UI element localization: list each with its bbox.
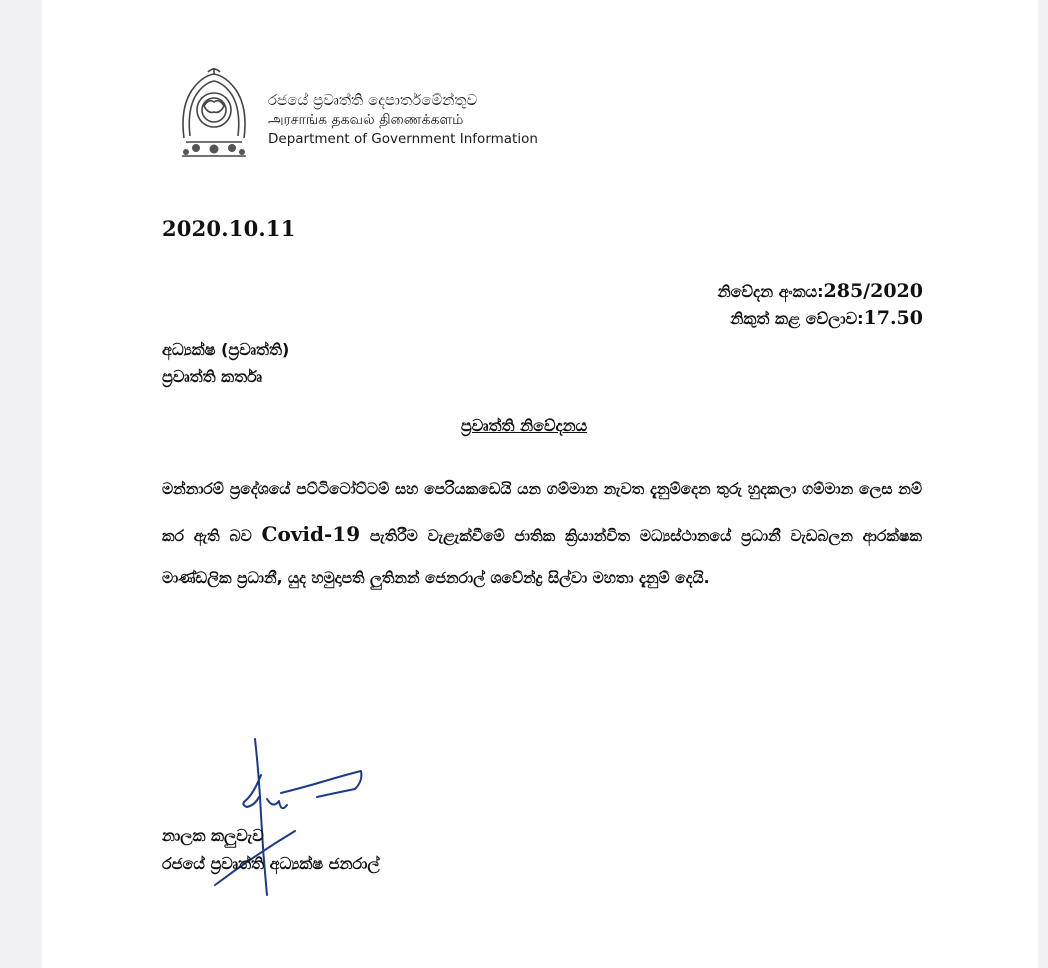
department-header — [268, 90, 538, 149]
signature-block — [162, 822, 380, 878]
body-text-part-2: පැතිරීම වැළැක්වීමේ ජාතික ක්‍රියාන්විත මධ්‍යස්ථානයේ ප්‍රධානී වැඩබලන ආරක්ෂක මාණ්ඩලික ප්‍රධානී, යුද හමුදාපති ලුතිනන් ජෙනරාල් ශවේන්ද්‍ර සිල්වා මහතා දැනුම් දෙයි. — [162, 526, 922, 587]
dept-name-tamil: அரசாங்க தகவல் திணைக்களம் — [268, 111, 464, 128]
release-date: 2020.10.11 — [162, 216, 296, 241]
release-number-label: නිවේදන අංකය: — [717, 282, 824, 301]
recipients — [162, 336, 289, 390]
handwritten-signature — [195, 735, 385, 905]
body-text-part-1: මන්නාරම් ප්‍රදේශයේ පට්ටිටෝට්ටම් සහ පෙරියකඩෙයි යන ගම්මාන නැවත දැනුම්දෙන තුරු හුදකලා ගම්මාන ලෙස නම් කර ඇති බව — [162, 480, 922, 545]
recipient-line-2: ප්‍රවෘත්ති කර්තෘ — [162, 367, 263, 387]
release-references — [718, 278, 923, 332]
government-emblem-icon — [174, 68, 254, 162]
release-number-value: 285/2020 — [823, 280, 923, 302]
signatory-name: නාලක කලුවැව — [162, 826, 264, 845]
body-paragraph — [162, 470, 922, 598]
issued-time — [718, 305, 923, 332]
release-number — [718, 278, 923, 305]
body-text-covid: Covid-19 — [261, 521, 361, 546]
dept-name-english: Department of Government Information — [268, 131, 538, 147]
document-title: ප්‍රවෘත්ති නිවේදනය — [460, 416, 588, 435]
recipient-line-1: අධ්‍යක්ෂ (ප්‍රවෘත්ති) — [162, 340, 290, 359]
dept-name-sinhala: රජයේ ප්‍රවෘත්ති දෙපාර්තමේන්තුව — [268, 91, 478, 109]
signatory-title: රජයේ ප්‍රවෘත්ති අධ්‍යක්ෂ ජනරාල් — [162, 854, 380, 873]
issued-time-value: 17.50 — [863, 306, 923, 329]
issued-time-label: නිකුත් කළ වේලාව: — [730, 308, 864, 328]
